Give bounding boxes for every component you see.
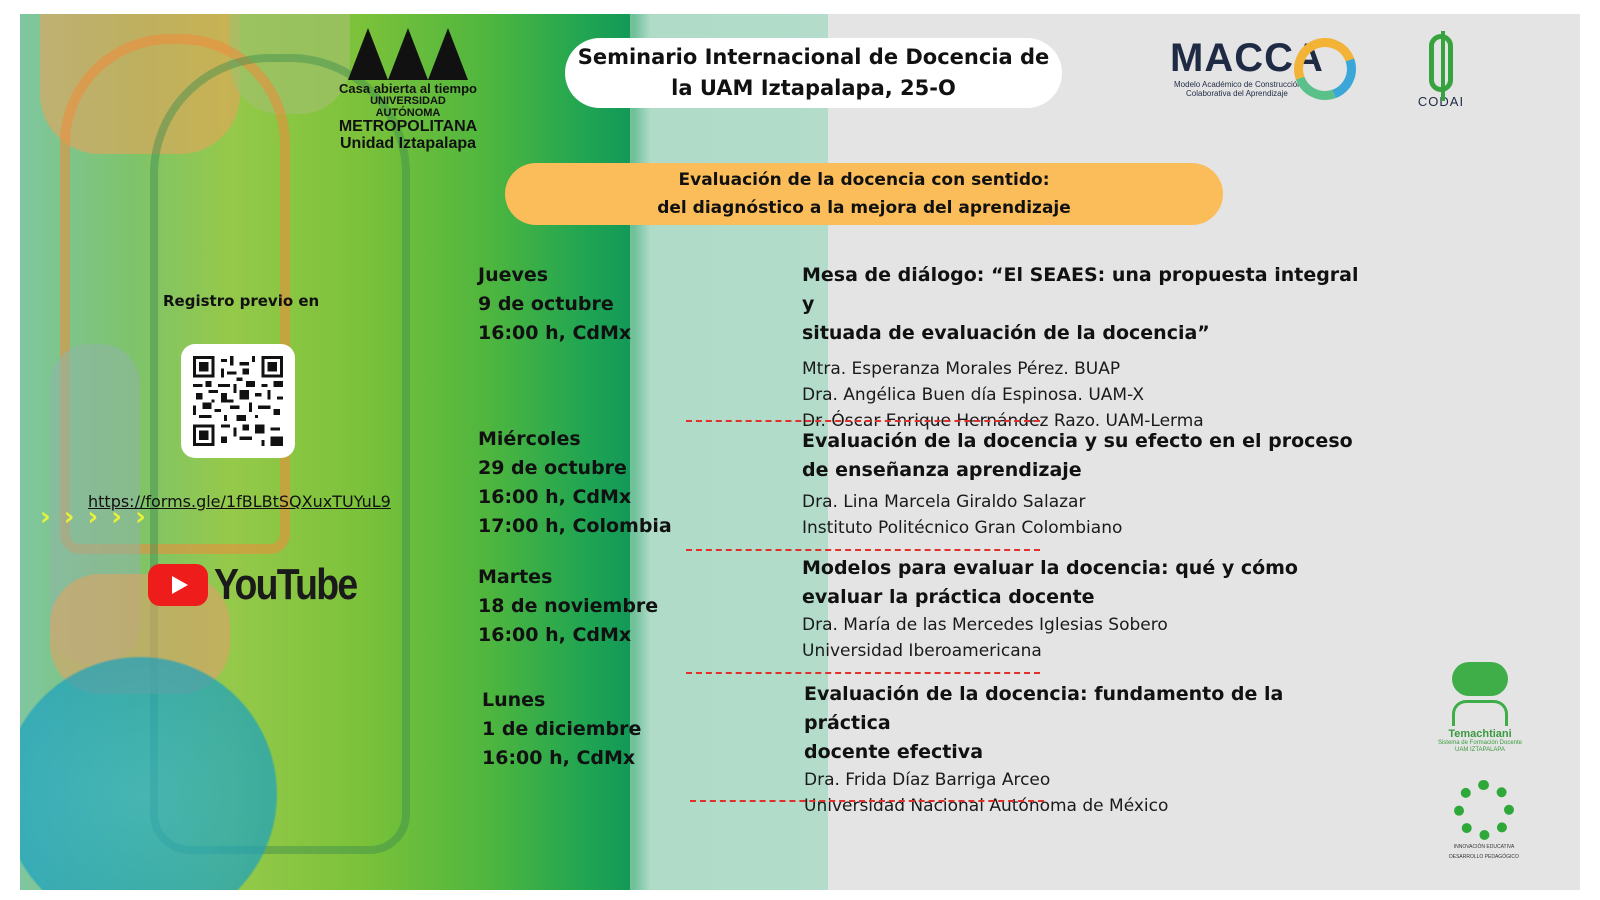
session-3-title-line-2: evaluar la práctica docente (802, 586, 1095, 608)
registration-label: Registro previo en (163, 292, 320, 310)
session-1-talk (802, 261, 1372, 434)
session-1-date-block (478, 261, 631, 348)
subtitle-pill (505, 163, 1223, 225)
session-3-speaker-1: Dra. María de las Mercedes Iglesias Sobero (802, 615, 1168, 635)
session-1-date: 9 de octubre (478, 293, 614, 315)
title-pill (565, 38, 1062, 108)
session-1-title-line-1: Mesa de diálogo: “El SEAES: una propuesta integral y (802, 264, 1359, 315)
session-4-speaker-2: Universidad Nacional Autónoma de México (804, 796, 1169, 816)
separator-2 (686, 549, 1040, 551)
session-3-day: Martes (478, 566, 553, 588)
session-2-speaker-2: Instituto Politécnico Gran Colombiano (802, 518, 1123, 538)
innovacion-ring-icon (1454, 780, 1514, 840)
session-3-title-line-1: Modelos para evaluar la docencia: qué y cómo (802, 557, 1298, 579)
session-3-date-block (478, 563, 658, 650)
innovacion-logo (1446, 780, 1522, 860)
uam-logo-line4: Unidad Iztapalapa (339, 135, 477, 152)
session-3-speaker-2: Universidad Iberoamericana (802, 641, 1042, 661)
uam-logo-line2: UNIVERSIDAD AUTÓNOMA (370, 95, 446, 119)
subtitle-line-1: Evaluación de la docencia con sentido: (678, 170, 1050, 190)
session-4-talk (804, 680, 1374, 819)
chevron-arrows-icon: › › › › › (40, 502, 148, 532)
session-2-title-line-2: de enseñanza aprendizaje (802, 459, 1082, 481)
session-3-talk (802, 554, 1372, 664)
youtube-logo[interactable] (148, 560, 382, 610)
session-2-title-line-1: Evaluación de la docencia y su efecto en el proceso (802, 430, 1353, 452)
session-3-time-1: 16:00 h, CdMx (478, 624, 632, 646)
temachtiani-logo (1430, 662, 1530, 754)
session-2-speaker-1: Dra. Lina Marcela Giraldo Salazar (802, 492, 1086, 512)
session-2-day: Miércoles (478, 428, 581, 450)
uam-logo-line1: Casa abierta al tiempo (339, 81, 477, 96)
session-2-date-block (478, 425, 672, 541)
uam-mark-icon (348, 28, 468, 80)
session-4-date-block (482, 686, 641, 773)
uam-logo (338, 28, 478, 152)
macca-name: MACCA (1170, 36, 1324, 80)
macca-logo (1170, 36, 1360, 116)
session-1-speaker-3: Dr. Óscar Enrique Hernández Razo. UAM-Lerma (802, 411, 1204, 431)
session-2-date: 29 de octubre (478, 457, 627, 479)
session-4-time-1: 16:00 h, CdMx (482, 747, 636, 769)
innovacion-line-1: INNOVACIÓN EDUCATIVA (1453, 844, 1515, 850)
registration-link[interactable]: https://forms.gle/1fBLBtSQXuxTUYuL9 (88, 492, 391, 511)
macca-tagline-2: Colaborativa del Aprendizaje (1186, 89, 1288, 98)
codai-name: CODAI (1417, 94, 1465, 109)
session-1-day: Jueves (478, 264, 549, 286)
temachtiani-tagline: Sistema de Formación Docente (1437, 740, 1523, 746)
registration-qr-code[interactable] (181, 344, 295, 458)
page-title: Seminario Internacional de Docencia de la UAM Iztapalapa, 25-O (577, 45, 1050, 100)
codai-mark-icon (1429, 34, 1453, 92)
uam-logo-line3: METROPOLITANA (338, 118, 478, 135)
codai-logo (1416, 34, 1466, 109)
session-1-title-line-2: situada de evaluación de la docencia” (802, 322, 1210, 344)
session-4-day: Lunes (482, 689, 546, 711)
session-4-date: 1 de diciembre (482, 718, 642, 740)
innovacion-line-2: DESARROLLO PEDAGÓGICO (1449, 854, 1519, 860)
session-4-speaker-1: Dra. Frida Díaz Barriga Arceo (804, 770, 1051, 790)
temachtiani-name: Temachtiani (1448, 728, 1512, 740)
youtube-wordmark: YouTube (214, 560, 357, 609)
session-2-talk (802, 427, 1372, 541)
temachtiani-head-icon (1452, 662, 1508, 696)
temachtiani-unit: UAM IZTAPALAPA (1454, 747, 1505, 753)
session-4-title-line-2: docente efectiva (804, 741, 984, 763)
temachtiani-people-icon (1452, 700, 1508, 726)
session-2-time-2: 17:00 h, Colombia (478, 515, 672, 537)
separator-3 (686, 672, 1040, 674)
session-1-speaker-2: Dra. Angélica Buen día Espinosa. UAM-X (802, 385, 1145, 405)
session-4-title-line-1: Evaluación de la docencia: fundamento de la práctica (804, 683, 1284, 734)
session-1-speaker-1: Mtra. Esperanza Morales Pérez. BUAP (802, 359, 1121, 379)
seminar-poster (20, 14, 1580, 890)
subtitle-line-2: del diagnóstico a la mejora del aprendizaje (657, 198, 1071, 218)
session-3-date: 18 de noviembre (478, 595, 659, 617)
separator-4 (690, 800, 1044, 802)
youtube-play-icon (148, 564, 208, 606)
separator-1 (686, 420, 1040, 422)
session-2-time-1: 16:00 h, CdMx (478, 486, 632, 508)
qr-code-icon (193, 356, 283, 446)
session-1-time-1: 16:00 h, CdMx (478, 322, 632, 344)
macca-tagline-1: Modelo Académico de Construcción (1174, 80, 1302, 89)
